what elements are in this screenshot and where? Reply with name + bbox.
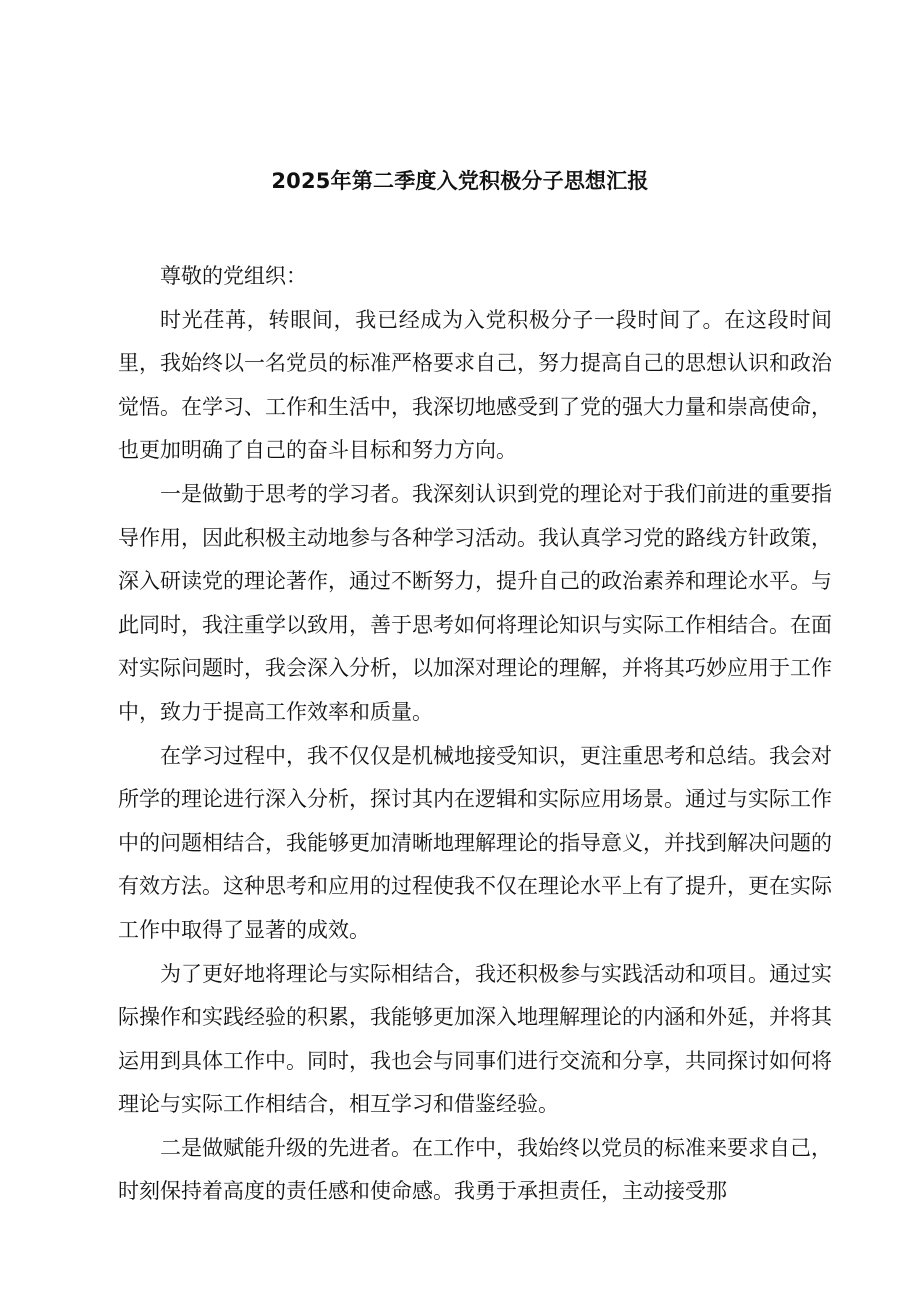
document-title: 2025年第二季度入党积极分子思想汇报: [271, 169, 649, 193]
paragraph-practice: 为了更好地将理论与实际相结合，我还积极参与实践活动和项目。通过实际操作和实践经验的积累，我能够更加深入地理解理论的内涵和外延，并将其运用到具体工作中。同时，我也会与同事们进行交流和分享，共同探讨如何将理论与实际工作相结合，相互学习和借鉴经验。: [118, 961, 832, 1117]
document-body: [118, 255, 832, 1214]
paragraph-intro: 时光荏苒，转眼间，我已经成为入党积极分子一段时间了。在这段时间里，我始终以一名党员的标准严格要求自己，努力提高自己的思想认识和政治觉悟。在学习、工作和生活中，我深切地感受到了党的强大力量和崇高使命，也更加明确了自己的奋斗目标和努力方向。: [118, 307, 832, 463]
salutation: 尊敬的党组织：: [160, 264, 307, 288]
paragraph-empower: 二是做赋能升级的先进者。在工作中，我始终以党员的标准来要求自己，时刻保持着高度的责任感和使命感。我勇于承担责任，主动接受那: [118, 1135, 832, 1204]
paragraph-learner: 一是做勤于思考的学习者。我深刻认识到党的理论对于我们前进的重要指导作用，因此积极主动地参与各种学习活动。我认真学习党的路线方针政策，深入研读党的理论著作，通过不断努力，提升自己的政治素养和理论水平。与此同时，我注重学以致用，善于思考如何将理论知识与实际工作相结合。在面对实际问题时，我会深入分析，以加深对理论的理解，并将其巧妙应用于工作中，致力于提高工作效率和质量。: [118, 481, 832, 724]
paragraph-thinking: 在学习过程中，我不仅仅是机械地接受知识，更注重思考和总结。我会对所学的理论进行深入分析，探讨其内在逻辑和实际应用场景。通过与实际工作中的问题相结合，我能够更加清晰地理解理论的指导意义，并找到解决问题的有效方法。这种思考和应用的过程使我不仅在理论水平上有了提升，更在实际工作中取得了显著的成效。: [118, 743, 832, 942]
